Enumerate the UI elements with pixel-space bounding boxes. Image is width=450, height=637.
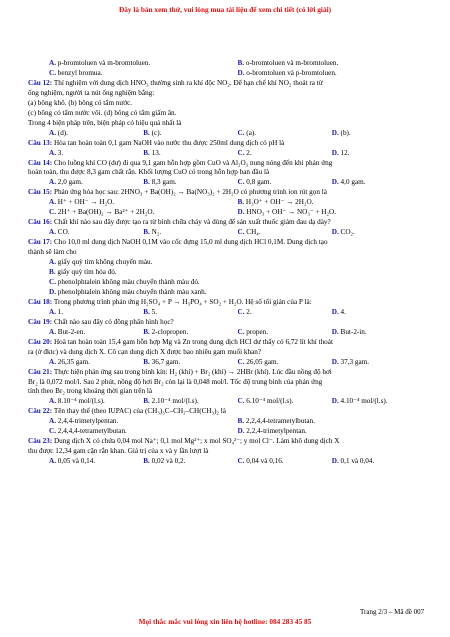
answer-options-row [28, 278, 426, 288]
option-letter: D. [237, 208, 245, 217]
answer-option [49, 308, 143, 318]
option-text: CH₄. [244, 228, 261, 237]
question-line [28, 238, 426, 248]
answer-option [238, 427, 427, 437]
question-number: Câu 18: [28, 297, 53, 306]
option-text: p-bromtoluen và m-bromtoluen. [56, 59, 151, 67]
answer-option [49, 208, 238, 218]
option-letter: A. [49, 457, 56, 466]
answer-option [238, 328, 332, 338]
answer-option [49, 278, 200, 288]
option-letter: B. [143, 307, 150, 316]
answer-option [238, 417, 427, 427]
option-letter: C. [237, 148, 245, 157]
answer-option [49, 69, 238, 79]
question-number: Câu 17: [28, 238, 53, 247]
question-number: Câu 23: [28, 437, 53, 446]
answer-option [49, 358, 143, 368]
answer-options-row [28, 288, 426, 298]
option-text: But-2-in. [338, 327, 367, 336]
answer-option [238, 149, 332, 159]
answer-option [143, 328, 237, 338]
answer-option [332, 178, 426, 188]
question-number: Câu 14: [28, 158, 53, 167]
answer-option [49, 288, 207, 298]
question-text-line: thu được 12,34 gam cặn rắn khan. Giá trị của x và y lần lượt là [28, 447, 209, 456]
option-letter: D. [331, 148, 339, 157]
answer-options-row [28, 149, 426, 159]
option-text: 2,0 gam. [56, 178, 83, 187]
question-number: Câu 20: [28, 337, 53, 346]
answer-option [49, 59, 238, 69]
option-text: phenolphtalein không màu chuyển thành màu xanh. [56, 287, 207, 296]
option-text: o-bromtoluen và p-bromtoluen. [244, 68, 337, 77]
option-text: CO₂. [338, 228, 355, 237]
option-letter: A. [49, 307, 56, 316]
option-letter: B. [143, 397, 150, 406]
option-text: 2-clopropen. [149, 327, 189, 336]
answer-options-row [28, 198, 426, 208]
question-line [28, 437, 426, 447]
question-text-line: thành sẽ làm cho [28, 248, 77, 257]
option-letter: A. [49, 357, 56, 366]
option-letter: A. [49, 327, 56, 336]
option-letter: B. [49, 268, 56, 277]
answer-option [332, 358, 426, 368]
option-text: (a). [244, 128, 257, 137]
option-text: benzyl bromua. [56, 68, 103, 77]
option-text: 2,4,4,4-tetrametylbutan. [56, 427, 127, 436]
option-letter: B. [237, 417, 245, 426]
option-letter: D. [331, 357, 339, 366]
question-text-line: tính theo Br₂ trong khoảng thời gian trên là [28, 387, 153, 396]
option-text: phenolphtalein không màu chuyển thành màu đỏ. [56, 277, 200, 286]
answer-options-row [28, 178, 426, 188]
answer-options-row [28, 208, 426, 218]
question-line [28, 139, 426, 149]
answer-options-row [28, 258, 426, 268]
answer-option [238, 129, 332, 139]
answer-option [238, 308, 332, 318]
question-text-line: ống nghiệm, người ta nút ống nghiệm bằng: [28, 88, 155, 97]
option-text: (c). [149, 128, 162, 137]
question-number: Câu 19: [28, 317, 53, 326]
option-letter: D. [49, 287, 56, 296]
answer-options-row [28, 328, 426, 338]
option-letter: B. [143, 457, 150, 466]
answer-option [49, 149, 143, 159]
option-text: 4. [338, 307, 346, 316]
question-number: Câu 21: [28, 367, 53, 376]
answer-option [49, 198, 238, 208]
answer-option [238, 69, 427, 79]
question-text: Chất khí nào sau đây được tạo ra từ bình chữa cháy và dùng để sản xuất thuốc giảm đau dạ dày? [52, 218, 331, 227]
option-text: 26,05 gam. [244, 357, 279, 366]
answer-option [49, 328, 143, 338]
question-line [28, 338, 426, 348]
question-text: Dung dịch X có chứa 0,04 mol Na⁺; 0,1 mol Mg²⁺; x mol SO₄²⁻; y mol Cl⁻. Làm khô dung dịch X [52, 437, 340, 446]
option-text: 1. [56, 307, 64, 316]
option-text: giấy quỳ tím hóa đỏ. [55, 268, 117, 277]
option-letter: A. [49, 178, 56, 187]
question-text: Hòa tan hoàn toàn 0,1 gam NaOH vào nước thu được 250ml dung dịch có pH là [52, 138, 285, 147]
answer-option [238, 178, 332, 188]
option-text: 12. [338, 148, 350, 157]
answer-option [49, 228, 143, 238]
option-text: 6.10⁻⁴ mol/(l.s). [244, 397, 294, 406]
answer-option [49, 268, 117, 278]
question-number: Câu 16: [28, 218, 53, 227]
answer-option [143, 228, 237, 238]
question-text: Tên thay thế (theo IUPAC) của (CH₃)₃C–CH₂–CH(CH₃)₂ là [52, 407, 226, 416]
option-text: 8.10⁻⁴ mol/(l.s). [56, 397, 105, 406]
option-letter: C. [237, 397, 245, 406]
option-text: 0,1 và 0,04. [338, 457, 375, 466]
option-letter: A. [49, 417, 56, 426]
answer-option [238, 397, 332, 407]
question-text: Thí nghiệm với dung dịch HNO₃ thường sinh ra khí độc NO₂. Để hạn chế khí NO₂ thoát ra từ [52, 78, 323, 87]
option-letter: A. [49, 198, 56, 207]
option-text: 0,8 gam. [244, 178, 272, 187]
option-text: 36,7 gam. [149, 357, 181, 366]
answer-option [143, 397, 237, 407]
option-text: 26,35 gam. [56, 357, 90, 366]
question-text: Cho 10,0 ml dung dịch NaOH 0,1M vào cốc đựng 15,0 ml dung dịch HCl 0,1M. Dung dịch tạo [52, 238, 328, 247]
answer-option [49, 258, 152, 268]
option-text: N₂. [149, 228, 162, 237]
option-text: 4,0 gam. [338, 178, 366, 187]
question-text-line: ra (ở đktc) và dung dịch X. Cô cạn dung dịch X được bao nhiêu gam muối khan? [28, 347, 262, 356]
question-number: Câu 15: [28, 188, 53, 197]
option-letter: A. [49, 128, 56, 137]
option-text: 0,04 và 0,16. [244, 457, 284, 466]
option-letter: D. [237, 427, 245, 436]
preview-notice-banner: Đây là bản xem thử, vui lòng mua tài liệu để xem chi tiết (có lời giải) [118, 5, 332, 14]
answer-options-row [28, 308, 426, 318]
question-line [28, 218, 426, 228]
answer-option [143, 149, 237, 159]
question-line [28, 298, 426, 308]
answer-options-row [28, 457, 426, 467]
option-text: H⁺ + OH⁻ → H₂O. [56, 198, 115, 207]
option-letter: B. [143, 178, 150, 187]
option-letter: D. [331, 397, 339, 406]
option-text: 2,2,4-trimetylpentan. [244, 427, 307, 436]
option-text: HNO₃ + OH⁻ → NO₃⁻ + H₂O. [244, 208, 336, 217]
question-number: Câu 13: [28, 138, 53, 147]
option-letter: A. [49, 59, 56, 67]
option-text: H₃O⁺ + OH⁻ → 2H₂O. [244, 198, 314, 207]
answer-option [49, 178, 143, 188]
answer-option [49, 129, 143, 139]
option-text: (b). [338, 128, 351, 137]
option-letter: B. [143, 327, 150, 336]
answer-options-row [28, 59, 426, 69]
option-letter: C. [237, 128, 245, 137]
answer-option [49, 417, 238, 427]
option-text: 8,3 gam. [149, 178, 177, 187]
hotline-banner: Mọi thắc mắc vui lòng xin liên hệ hotline: 084 283 45 85 [138, 617, 312, 626]
question-number: Câu 22: [28, 407, 53, 416]
option-text: 2. [244, 307, 252, 316]
option-text: 0,02 và 0,2. [149, 457, 186, 466]
question-line [28, 407, 426, 417]
option-letter: A. [49, 397, 56, 406]
option-text: 13. [149, 148, 161, 157]
option-text: 4.10⁻⁴ mol/(l.s). [338, 397, 388, 406]
answer-option [238, 228, 332, 238]
option-text: But-2-en. [56, 327, 86, 336]
option-letter: C. [237, 327, 245, 336]
answer-option [332, 457, 426, 467]
answer-option [49, 427, 238, 437]
option-text: 2H⁺ + Ba(OH)₂ → Ba²⁺ + 2H₂O. [56, 208, 155, 217]
answer-option [332, 129, 426, 139]
exam-content [28, 59, 426, 467]
question-text: Thực hiện phản ứng sau trong bình kín: H₂ (khí) + Br₂ (khí) → 2HBr (khí). Lúc đầu nồng độ hơi [52, 367, 332, 376]
question-text-line: Br₂ là 0,072 mol/l. Sau 2 phút, nồng độ hơi Br₂ còn lại là 0,048 mol/l. Tốc độ trung bình của phản ứng [28, 377, 323, 386]
option-letter: B. [143, 228, 150, 237]
option-letter: B. [237, 59, 245, 67]
question-text: Chất nào sau đây có đồng phân hình học? [52, 317, 174, 326]
option-letter: C. [49, 68, 56, 77]
option-letter: C. [49, 427, 56, 436]
option-letter: A. [49, 258, 56, 267]
question-number: Câu 12: [28, 78, 53, 87]
option-letter: C. [237, 457, 245, 466]
question-text: Phản ứng hóa học sau: 2HNO₃ + Ba(OH)₂ → Ba(NO₃)₂ + 2H₂O có phương trình ion rút gọn là [52, 188, 327, 197]
answer-option [49, 397, 143, 407]
answer-options-row [28, 129, 426, 139]
option-letter: B. [237, 198, 245, 207]
answer-option [332, 308, 426, 318]
option-letter: D. [331, 307, 339, 316]
question-text: Cho luồng khí CO (dư) đi qua 9,1 gam hỗn hợp gồm CuO và Al₂O₃ nung nóng đến khi phản ứng [52, 158, 333, 167]
option-letter: C. [49, 277, 56, 286]
option-letter: A. [49, 148, 56, 157]
option-text: 2. [244, 148, 252, 157]
answer-options-row [28, 397, 426, 407]
answer-option [332, 228, 426, 238]
option-letter: C. [237, 178, 245, 187]
question-text: Hoà tan hoàn toàn 15,4 gam hỗn hợp Mg và Zn trong dung dịch HCl dư thấy có 6,72 lít khí thoát [52, 337, 333, 346]
answer-option [143, 129, 237, 139]
option-letter: A. [49, 228, 56, 237]
answer-options-row [28, 69, 426, 79]
answer-option [332, 397, 426, 407]
answer-option [143, 358, 237, 368]
question-text-line: (c) bông có tẩm nước vôi. (d) bông có tẩm giấm ăn. [28, 108, 177, 117]
question-line [28, 188, 426, 198]
option-letter: B. [143, 148, 150, 157]
answer-option [238, 198, 427, 208]
option-text: 0,05 và 0,14. [56, 457, 96, 466]
option-letter: C. [237, 357, 245, 366]
option-letter: D. [331, 128, 339, 137]
option-text: 37,3 gam. [338, 357, 370, 366]
answer-options-row [28, 358, 426, 368]
option-letter: C. [237, 228, 245, 237]
question-line [28, 368, 426, 378]
option-text: 3. [56, 148, 64, 157]
answer-options-row [28, 427, 426, 437]
option-text: 2,4,4-trimetylpentan. [56, 417, 119, 426]
question-line [28, 159, 426, 169]
question-line [28, 79, 426, 89]
answer-option [143, 178, 237, 188]
option-text: CO. [56, 228, 70, 237]
page-number: Trang 2/3 – Mã đề 007 [360, 608, 425, 616]
answer-options-row [28, 228, 426, 238]
option-letter: B. [143, 357, 150, 366]
question-text: Trong phương trình phản ứng H₂SO₄ + P → H₃PO₄ + SO₂ + H₂O. Hệ số tối giản của P là: [52, 297, 312, 306]
answer-option [332, 328, 426, 338]
option-text: giấy quỳ tím không chuyển màu. [56, 258, 153, 267]
question-text-line: (a) bông khô. (b) bông có tẩm nước. [28, 98, 133, 107]
answer-option [143, 308, 237, 318]
answer-option [49, 457, 143, 467]
question-line [28, 318, 426, 328]
answer-options-row [28, 417, 426, 427]
option-letter: D. [331, 178, 339, 187]
option-letter: C. [237, 307, 245, 316]
question-text-line: Trong 4 biện pháp trên, biện pháp có hiệu quả nhất là [28, 118, 182, 127]
answer-option [238, 208, 427, 218]
option-text: 2.10⁻⁴ mol/(l.s). [149, 397, 199, 406]
option-letter: B. [143, 128, 150, 137]
answer-option [238, 59, 427, 69]
option-letter: C. [49, 208, 56, 217]
question-text-line: hoàn toàn, thu được 8,3 gam chất rắn. Khối lượng CuO có trong hỗn hợp ban đầu là [28, 168, 270, 177]
option-letter: D. [237, 68, 245, 77]
option-text: 2,2,4,4-tetrametylbutan. [244, 417, 315, 426]
option-letter: D. [331, 228, 339, 237]
option-text: propen. [244, 327, 269, 336]
answer-options-row [28, 268, 426, 278]
answer-option [332, 149, 426, 159]
option-letter: D. [331, 327, 339, 336]
answer-option [238, 457, 332, 467]
answer-option [143, 457, 237, 467]
option-text: o-bromtoluen và m-bromtoluen. [244, 59, 339, 67]
answer-option [238, 358, 332, 368]
option-text: 5. [149, 307, 158, 316]
option-text: (d). [56, 128, 68, 137]
option-letter: D. [331, 457, 339, 466]
